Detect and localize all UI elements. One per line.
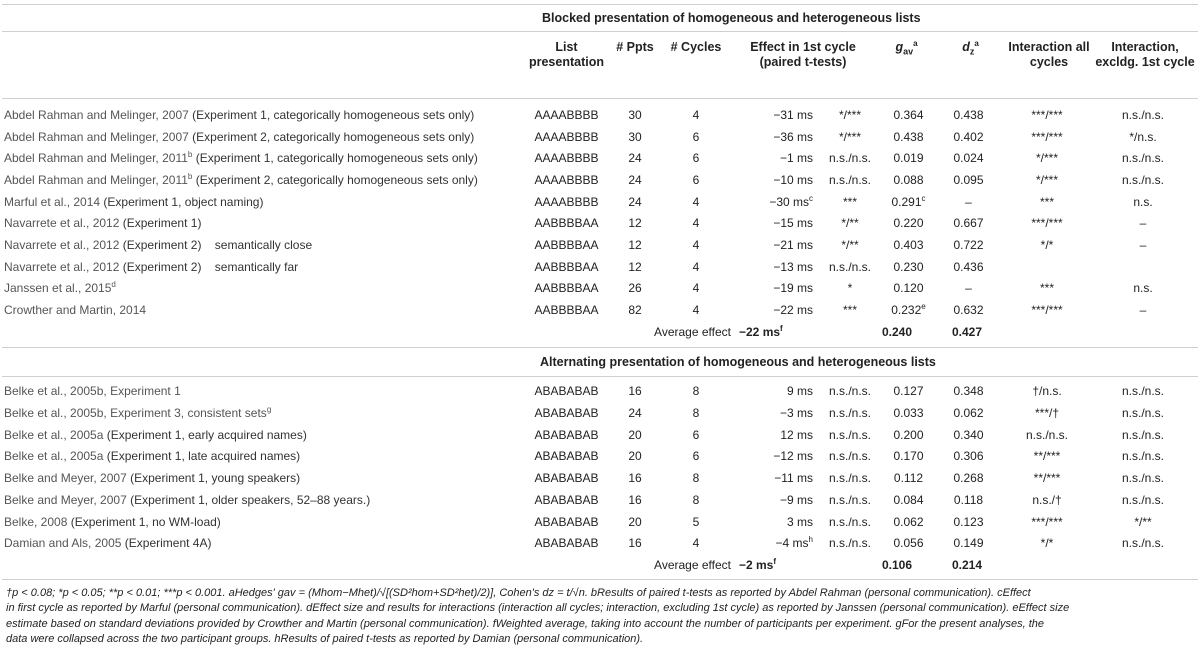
interaction-excl-cell: */** xyxy=(1134,514,1152,529)
average-row-blocked xyxy=(2,321,1198,343)
cycles-cell: 4 xyxy=(692,259,700,274)
footnote-line: data were collapsed across the two participant groups. hResults of paired t-tests as reported by Damian (personal communication). xyxy=(6,633,644,646)
table-row xyxy=(2,212,1198,234)
dz-cell: 0.095 xyxy=(953,172,984,187)
average-effect: −22 $ms^f$ xyxy=(739,323,783,339)
study-cell: Navarrete et al., 2012 (Experiment 2) semantically far xyxy=(4,259,299,274)
list-presentation-cell: ABABABAB xyxy=(534,427,599,442)
effect-cell: −36 ms xyxy=(773,129,813,144)
gav-cell: 0.364 xyxy=(893,107,924,122)
cycles-cell: 4 xyxy=(692,194,700,209)
effect-cell: 12 ms xyxy=(780,427,813,442)
ptest-cell: */** xyxy=(841,216,859,231)
ptest-cell: n.s./n.s. xyxy=(828,514,872,529)
ptest-cell: *** xyxy=(842,303,857,318)
study-cell: Belke et al., 2005b, Experiment 1 xyxy=(4,384,181,399)
effect-cell: −30 $ms^c$ xyxy=(769,193,813,209)
list-presentation-cell: AAAABBBB xyxy=(534,107,599,122)
study-cell: Abdel Rahman and Melinger, 2007 (Experiment 1, categorically homogeneous sets only) xyxy=(4,107,475,122)
table-row xyxy=(2,511,1198,533)
dz-cell: 0.632 xyxy=(953,303,984,318)
ptest-cell: n.s./n.s. xyxy=(828,427,872,442)
table-row xyxy=(2,424,1198,446)
ptest-cell: *** xyxy=(842,194,857,209)
interaction-all-cell: ***/† xyxy=(1034,406,1060,421)
average-gav: 0.106 xyxy=(881,557,913,572)
ppts-cell: 12 xyxy=(628,237,642,252)
dz-cell: 0.438 xyxy=(953,107,984,122)
interaction-excl-cell: – xyxy=(1139,303,1147,318)
study-cell: Abdel Rahman and Melinger, 2011$^b$ (Experiment 2, categorically homogeneous sets only) xyxy=(4,172,478,187)
dz-cell: 0.436 xyxy=(953,259,984,274)
study-cell: Janssen et al., 2015$^d$ xyxy=(4,281,116,296)
average-label: Average effect xyxy=(654,324,731,339)
interaction-all-cell: ***/*** xyxy=(1031,107,1063,122)
dz-cell: – xyxy=(965,281,972,296)
cycles-cell: 6 xyxy=(692,172,700,187)
header-list-presentation: List presentation xyxy=(528,40,604,69)
interaction-excl-cell: n.s. xyxy=(1133,194,1153,209)
ppts-cell: 24 xyxy=(628,406,642,421)
effect-cell: −10 ms xyxy=(773,172,813,187)
study-cell: Navarrete et al., 2012 (Experiment 2) semantically close xyxy=(4,237,313,252)
interaction-excl-cell: */n.s. xyxy=(1129,129,1157,144)
table-row xyxy=(2,467,1198,489)
section-title-alternating: Alternating presentation of homogeneous and heterogeneous lists xyxy=(540,354,936,369)
list-presentation-cell: ABABABAB xyxy=(534,492,599,507)
ppts-cell: 16 xyxy=(628,471,642,486)
ppts-cell: 20 xyxy=(628,449,642,464)
interaction-excl-cell: n.s./n.s. xyxy=(1121,406,1165,421)
list-presentation-cell: ABABABAB xyxy=(534,471,599,486)
average-dz: 0.214 xyxy=(951,557,983,572)
header-interaction-all: Interaction all cycles xyxy=(1008,40,1090,69)
interaction-all-cell: ***/*** xyxy=(1031,216,1063,231)
header-effect: Effect in 1st cycle (paired t-tests) xyxy=(750,40,856,69)
interaction-excl-cell: n.s./n.s. xyxy=(1121,384,1165,399)
header-interaction-excl: Interaction, excldg. 1st cycle xyxy=(1095,40,1195,69)
table-row xyxy=(2,532,1198,554)
ptest-cell: * xyxy=(847,281,853,296)
table-row xyxy=(2,299,1198,321)
list-presentation-cell: AABBBBAA xyxy=(534,303,599,318)
interaction-all-cell: */* xyxy=(1040,237,1054,252)
ppts-cell: 26 xyxy=(628,281,642,296)
average-dz: 0.427 xyxy=(951,324,983,339)
interaction-excl-cell: n.s./n.s. xyxy=(1121,151,1165,166)
study-cell: Crowther and Martin, 2014 xyxy=(4,303,147,318)
ppts-cell: 12 xyxy=(628,216,642,231)
ptest-cell: n.s./n.s. xyxy=(828,449,872,464)
effect-cell: 9 ms xyxy=(786,384,813,399)
study-cell: Belke et al., 2005a (Experiment 1, late acquired names) xyxy=(4,449,301,464)
list-presentation-cell: AAAABBBB xyxy=(534,172,599,187)
gav-cell: 0.062 xyxy=(893,514,924,529)
cycles-cell: 8 xyxy=(692,384,700,399)
cycles-cell: 4 xyxy=(692,281,700,296)
effect-cell: −19 ms xyxy=(773,281,813,296)
header-dz: $d_z^a$ xyxy=(962,38,979,57)
gav-cell: 0.019 xyxy=(893,151,924,166)
study-cell: Belke and Meyer, 2007 (Experiment 1, older speakers, 52–88 years.) xyxy=(4,492,371,507)
ppts-cell: 20 xyxy=(628,427,642,442)
average-gav: 0.240 xyxy=(881,324,913,339)
ppts-cell: 12 xyxy=(628,259,642,274)
gav-cell: 0.232e xyxy=(891,302,926,318)
ppts-cell: 24 xyxy=(628,172,642,187)
ptest-cell: */*** xyxy=(838,107,861,122)
effect-cell: −3 ms xyxy=(779,406,813,421)
dz-cell: 0.402 xyxy=(953,129,984,144)
effect-cell: −4 $ms^h$ xyxy=(775,535,813,551)
cycles-cell: 8 xyxy=(692,471,700,486)
study-cell: Belke et al., 2005b, Experiment 3, consistent sets$^g$ xyxy=(4,406,272,421)
gav-cell: 0.033 xyxy=(893,406,924,421)
table-row xyxy=(2,104,1198,126)
interaction-all-cell: ***/*** xyxy=(1031,129,1063,144)
table-row xyxy=(2,147,1198,169)
table-row xyxy=(2,446,1198,468)
cycles-cell: 4 xyxy=(692,216,700,231)
interaction-all-cell: ***/*** xyxy=(1031,514,1063,529)
dz-cell: 0.024 xyxy=(953,151,984,166)
table-row xyxy=(2,256,1198,278)
cycles-cell: 6 xyxy=(692,427,700,442)
list-presentation-cell: AABBBBAA xyxy=(534,237,599,252)
header-ppts: # Ppts xyxy=(616,40,654,54)
study-cell: Belke et al., 2005a (Experiment 1, early acquired names) xyxy=(4,427,307,442)
results-table xyxy=(2,4,1198,648)
ppts-cell: 24 xyxy=(628,151,642,166)
cycles-cell: 6 xyxy=(692,129,700,144)
gav-cell: 0.230 xyxy=(893,259,924,274)
interaction-excl-cell: n.s./n.s. xyxy=(1121,471,1165,486)
ppts-cell: 82 xyxy=(628,303,642,318)
interaction-all-cell: **/*** xyxy=(1033,449,1061,464)
gav-cell: 0.127 xyxy=(893,384,924,399)
ptest-cell: n.s./n.s. xyxy=(828,471,872,486)
gav-cell: 0.112 xyxy=(893,471,924,486)
ptest-cell: n.s./n.s. xyxy=(828,536,872,551)
study-cell: Belke, 2008 (Experiment 1, no WM-load) xyxy=(4,514,221,529)
footnote-line: †p < 0.08; *p < 0.05; **p < 0.01; ***p < 0.001. aHedges' gav = (Mhom−Mhet)/√[(SD²hom+SD²het)/2)], Cohen's dz = t/√n. bResults of paired t-tests as reported by Abdel Rahman (personal communication). cEffect xyxy=(6,586,1031,599)
gav-cell: 0.291$^c$ xyxy=(891,193,926,209)
footnote-line: in first cycle as reported by Marful (personal communication). dEffect size and results for interactions (interaction all cycles; interaction, excluding 1st cycle) as reported by Janssen (personal communication). eEffect size xyxy=(6,602,1070,615)
list-presentation-cell: AABBBBAA xyxy=(534,259,599,274)
effect-cell: −11 ms xyxy=(774,471,813,486)
dz-cell: 0.340 xyxy=(953,427,984,442)
effect-cell: −15 ms xyxy=(773,216,813,231)
cycles-cell: 6 xyxy=(692,151,700,166)
dz-cell: – xyxy=(965,194,972,209)
ptest-cell: n.s./n.s. xyxy=(828,384,872,399)
interaction-all-cell: */*** xyxy=(1035,151,1058,166)
header-cycles: # Cycles xyxy=(670,40,722,54)
gav-cell: 0.056 xyxy=(893,536,924,551)
list-presentation-cell: AABBBBAA xyxy=(534,216,599,231)
table-row xyxy=(2,191,1198,213)
ppts-cell: 30 xyxy=(628,107,642,122)
average-label: Average effect xyxy=(654,557,731,572)
ptest-cell: */** xyxy=(841,237,859,252)
table-row xyxy=(2,278,1198,300)
interaction-all-cell: †/n.s. xyxy=(1032,384,1062,399)
footnote-line: estimate based on standard deviations provided by Crowther and Martin (personal communication). fWeighted average, taking into account the number of participants per experiment. gFor the present analyses, the xyxy=(6,617,1045,630)
gav-cell: 0.200 xyxy=(893,427,924,442)
effect-cell: −21 ms xyxy=(773,237,813,252)
ppts-cell: 16 xyxy=(628,492,642,507)
cycles-cell: 4 xyxy=(692,303,700,318)
cycles-cell: 4 xyxy=(692,237,700,252)
interaction-all-cell: */* xyxy=(1040,536,1054,551)
table-row xyxy=(2,126,1198,148)
average-effect: −2 $ms^f$ xyxy=(739,556,777,572)
header-gav: $g_{av}^a$ xyxy=(895,38,918,57)
interaction-all-cell: **/*** xyxy=(1033,471,1061,486)
study-cell: Belke and Meyer, 2007 (Experiment 1, young speakers) xyxy=(4,471,301,486)
cycles-cell: 4 xyxy=(692,107,700,122)
ptest-cell: n.s./n.s. xyxy=(828,259,872,274)
study-cell: Marful et al., 2014 (Experiment 1, object naming) xyxy=(4,194,264,209)
list-presentation-cell: ABABABAB xyxy=(534,514,599,529)
ptest-cell: n.s./n.s. xyxy=(828,492,872,507)
dz-cell: 0.268 xyxy=(953,471,984,486)
list-presentation-cell: ABABABAB xyxy=(534,536,599,551)
interaction-excl-cell: n.s. xyxy=(1133,281,1153,296)
average-row-alternating xyxy=(2,554,1198,576)
gav-cell: 0.170 xyxy=(893,449,924,464)
interaction-excl-cell: – xyxy=(1139,237,1147,252)
dz-cell: 0.118 xyxy=(953,492,984,507)
study-cell: Abdel Rahman and Melinger, 2011$^b$ (Experiment 1, categorically homogeneous sets only) xyxy=(4,151,478,166)
table-row xyxy=(2,169,1198,191)
ppts-cell: 20 xyxy=(628,514,642,529)
interaction-all-cell: n.s./n.s. xyxy=(1025,427,1069,442)
dz-cell: 0.062 xyxy=(953,406,984,421)
column-header-row xyxy=(2,32,1198,98)
interaction-excl-cell: n.s./n.s. xyxy=(1121,427,1165,442)
effect-cell: 3 ms xyxy=(786,514,813,529)
effect-cell: −13 ms xyxy=(773,259,813,274)
interaction-all-cell: *** xyxy=(1039,194,1054,209)
effect-cell: −22 ms xyxy=(773,303,813,318)
dz-cell: 0.306 xyxy=(953,449,984,464)
effect-cell: −31 ms xyxy=(773,107,813,122)
cycles-cell: 8 xyxy=(692,492,700,507)
interaction-excl-cell: n.s./n.s. xyxy=(1121,492,1165,507)
section-title-blocked: Blocked presentation of homogeneous and heterogeneous lists xyxy=(542,11,921,25)
interaction-all-cell: */*** xyxy=(1035,172,1058,187)
interaction-all-cell: *** xyxy=(1039,281,1054,296)
list-presentation-cell: ABABABAB xyxy=(534,449,599,464)
table-footnotes xyxy=(2,580,1198,648)
list-presentation-cell: AAAABBBB xyxy=(534,151,599,166)
gav-cell: 0.120 xyxy=(893,281,924,296)
cycles-cell: 5 xyxy=(692,514,700,529)
ppts-cell: 16 xyxy=(628,536,642,551)
gav-cell: 0.403 xyxy=(893,237,924,252)
gav-cell: 0.088 xyxy=(893,172,924,187)
study-cell: Damian and Als, 2005 (Experiment 4A) xyxy=(4,536,212,551)
ptest-cell: */*** xyxy=(838,129,861,144)
ptest-cell: n.s./n.s. xyxy=(828,151,872,166)
section-blocked-rows xyxy=(2,99,1198,321)
ptest-cell: n.s./n.s. xyxy=(828,172,872,187)
gav-cell: 0.438 xyxy=(893,129,924,144)
cycles-cell: 8 xyxy=(692,406,700,421)
interaction-excl-cell: n.s./n.s. xyxy=(1121,536,1165,551)
dz-cell: 0.348 xyxy=(953,384,984,399)
dz-cell: 0.722 xyxy=(953,237,984,252)
interaction-all-cell: ***/*** xyxy=(1031,303,1063,318)
list-presentation-cell: ABABABAB xyxy=(534,406,599,421)
effect-cell: −12 ms xyxy=(773,449,813,464)
effect-cell: −1 ms xyxy=(779,151,813,166)
dz-cell: 0.123 xyxy=(953,514,984,529)
list-presentation-cell: AABBBBAA xyxy=(534,281,599,296)
effect-cell: −9 ms xyxy=(779,492,813,507)
ptest-cell: n.s./n.s. xyxy=(828,406,872,421)
list-presentation-cell: AAAABBBB xyxy=(534,129,599,144)
study-cell: Navarrete et al., 2012 (Experiment 1) xyxy=(4,216,202,231)
study-cell: Abdel Rahman and Melinger, 2007 (Experiment 2, categorically homogeneous sets only) xyxy=(4,129,475,144)
list-presentation-cell: AAAABBBB xyxy=(534,194,599,209)
dz-cell: 0.667 xyxy=(953,216,984,231)
list-presentation-cell: ABABABAB xyxy=(534,384,599,399)
interaction-excl-cell: n.s./n.s. xyxy=(1121,107,1165,122)
interaction-all-cell: n.s./† xyxy=(1032,492,1062,507)
table-row xyxy=(2,489,1198,511)
ppts-cell: 30 xyxy=(628,129,642,144)
interaction-excl-cell: n.s./n.s. xyxy=(1121,172,1165,187)
dz-cell: 0.149 xyxy=(953,536,984,551)
section-alternating-rows xyxy=(2,377,1198,555)
ppts-cell: 16 xyxy=(628,384,642,399)
table-row xyxy=(2,402,1198,424)
interaction-excl-cell: n.s./n.s. xyxy=(1121,449,1165,464)
interaction-excl-cell: – xyxy=(1139,216,1147,231)
table-row xyxy=(2,234,1198,256)
table-row xyxy=(2,381,1198,403)
gav-cell: 0.220 xyxy=(893,216,924,231)
cycles-cell: 6 xyxy=(692,449,700,464)
ppts-cell: 24 xyxy=(628,194,642,209)
cycles-cell: 4 xyxy=(692,536,700,551)
gav-cell: 0.084 xyxy=(893,492,924,507)
